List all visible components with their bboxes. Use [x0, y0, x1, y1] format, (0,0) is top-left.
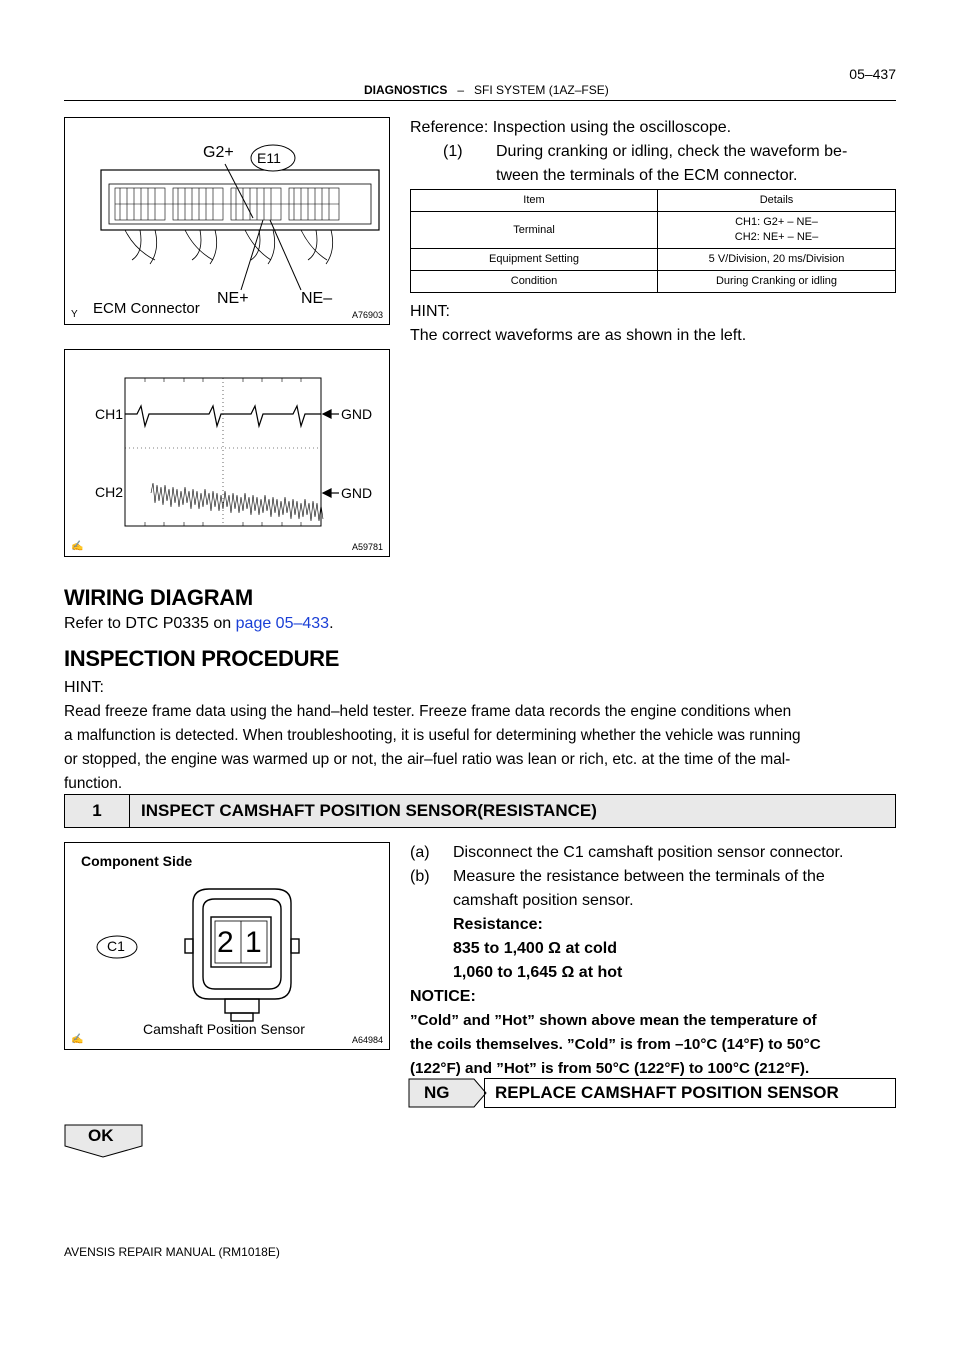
spec-table — [410, 189, 896, 293]
resistance-cold: 835 to 1,400 Ω at cold — [453, 940, 618, 957]
table-row — [411, 212, 896, 249]
ng-label: NG — [424, 1083, 450, 1102]
table-row — [411, 249, 896, 271]
step-1-bar — [64, 794, 896, 828]
cell-item: Condition — [411, 271, 658, 293]
label-g2-plus: G2+ — [203, 144, 234, 161]
procedure-a-label: (a) — [410, 844, 430, 861]
ok-label: OK — [88, 1126, 114, 1145]
label-camshaft-position-sensor: Camshaft Position Sensor — [143, 1021, 305, 1037]
figure-code: A59781 — [351, 542, 383, 552]
cell-item: Terminal — [411, 212, 658, 249]
label-gnd-ch1: GND — [341, 406, 373, 422]
hand-icon: ✍ — [71, 1034, 84, 1045]
figure-code: A64984 — [351, 1035, 383, 1045]
ng-action-text: REPLACE CAMSHAFT POSITION SENSOR — [495, 1083, 839, 1102]
table-row — [411, 271, 896, 293]
waveform-figure — [64, 349, 390, 557]
reference-step-line1: During cranking or idling, check the waveform be- — [496, 143, 848, 160]
procedure-a-text: Disconnect the C1 camshaft position sensor connector. — [453, 844, 844, 861]
cell-details — [658, 212, 896, 249]
header-section-name: DIAGNOSTICS — [364, 83, 448, 97]
inspection-line: a malfunction is detected. When troubleshooting, it is useful for determining whether the vehicle was running — [64, 727, 801, 744]
wiring-heading: WIRING DIAGRAM — [64, 585, 253, 610]
wiring-text: Refer to DTC P0335 on — [64, 615, 236, 632]
label-ch2: CH2 — [95, 484, 124, 500]
cell-details: During Cranking or idling — [658, 271, 896, 293]
notice-line: ”Cold” and ”Hot” shown above mean the temperature of — [410, 1012, 817, 1029]
header-subsection: SFI SYSTEM (1AZ–FSE) — [474, 83, 609, 97]
label-ne-minus: NE– — [301, 290, 333, 307]
waveform-drawing — [65, 350, 389, 556]
procedure-b-line: camshaft position sensor. — [453, 892, 634, 909]
cell-details: 5 V/Division, 20 ms/Division — [658, 249, 896, 271]
label-c1: C1 — [107, 938, 125, 954]
camshaft-sensor-figure — [64, 842, 390, 1050]
hint-text: The correct waveforms are as shown in the left. — [410, 327, 747, 344]
figure-code: A76903 — [351, 310, 383, 320]
header-item: Item — [411, 190, 658, 212]
step-number: 1 — [65, 795, 130, 827]
hand-icon: ✍ — [71, 541, 84, 552]
procedure-b-label: (b) — [410, 868, 430, 885]
label-component-side: Component Side — [81, 853, 193, 869]
page-header — [64, 60, 896, 101]
label-pin-2: 2 — [217, 926, 234, 959]
inspection-line: Read freeze frame data using the hand–held tester. Freeze frame data records the engine conditions when — [64, 703, 792, 720]
header-details: Details — [658, 190, 896, 212]
label-pin-1: 1 — [245, 926, 262, 959]
page-number: 05–437 — [849, 66, 896, 82]
label-ch1: CH1 — [95, 406, 124, 422]
label-ne-plus: NE+ — [217, 290, 249, 307]
table-header-row — [411, 190, 896, 212]
reference-step-line2: tween the terminals of the ECM connector. — [496, 167, 798, 184]
ecm-connector-figure — [64, 117, 390, 325]
header-section — [364, 83, 609, 97]
resistance-hot: 1,060 to 1,645 Ω at hot — [453, 964, 623, 981]
figure-corner-mark: Y — [71, 309, 78, 320]
cell-details-line: CH2: NE+ – NE– — [734, 231, 819, 243]
reference-line: Reference: Inspection using the oscilloscope. — [410, 119, 732, 136]
label-ecm-connector: ECM Connector — [93, 300, 200, 317]
cell-details-line: CH1: G2+ – NE– — [735, 216, 818, 228]
wiring-page-link[interactable]: page 05–433 — [235, 615, 330, 632]
reference-step-number: (1) — [443, 143, 463, 160]
page-footer: AVENSIS REPAIR MANUAL (RM1018E) — [64, 1245, 280, 1259]
inspection-line: function. — [64, 775, 123, 792]
step-title: INSPECT CAMSHAFT POSITION SENSOR(RESISTANCE) — [141, 801, 597, 820]
hint-label: HINT: — [410, 303, 450, 320]
notice-label: NOTICE: — [410, 988, 476, 1005]
wiring-reference — [64, 612, 334, 636]
inspection-heading: INSPECTION PROCEDURE — [64, 646, 340, 671]
cell-item: Equipment Setting — [411, 249, 658, 271]
notice-line: (122°F) and ”Hot” is from 50°C (122°F) to 100°C (212°F). — [410, 1060, 810, 1077]
label-e11: E11 — [257, 150, 281, 166]
wiring-text-end: . — [329, 615, 334, 632]
ng-action-box — [484, 1078, 896, 1108]
procedure-b-line: Measure the resistance between the terminals of the — [453, 868, 825, 885]
notice-line: the coils themselves. ”Cold” is from –10°C (14°F) to 50°C — [410, 1036, 821, 1053]
inspection-hint-label: HINT: — [64, 679, 104, 696]
inspection-line: or stopped, the engine was warmed up or not, the air–fuel ratio was lean or rich, etc. at the time of the mal- — [64, 751, 791, 768]
label-gnd-ch2: GND — [341, 485, 373, 501]
header-separator: – — [457, 83, 465, 97]
resistance-label: Resistance: — [453, 916, 543, 933]
